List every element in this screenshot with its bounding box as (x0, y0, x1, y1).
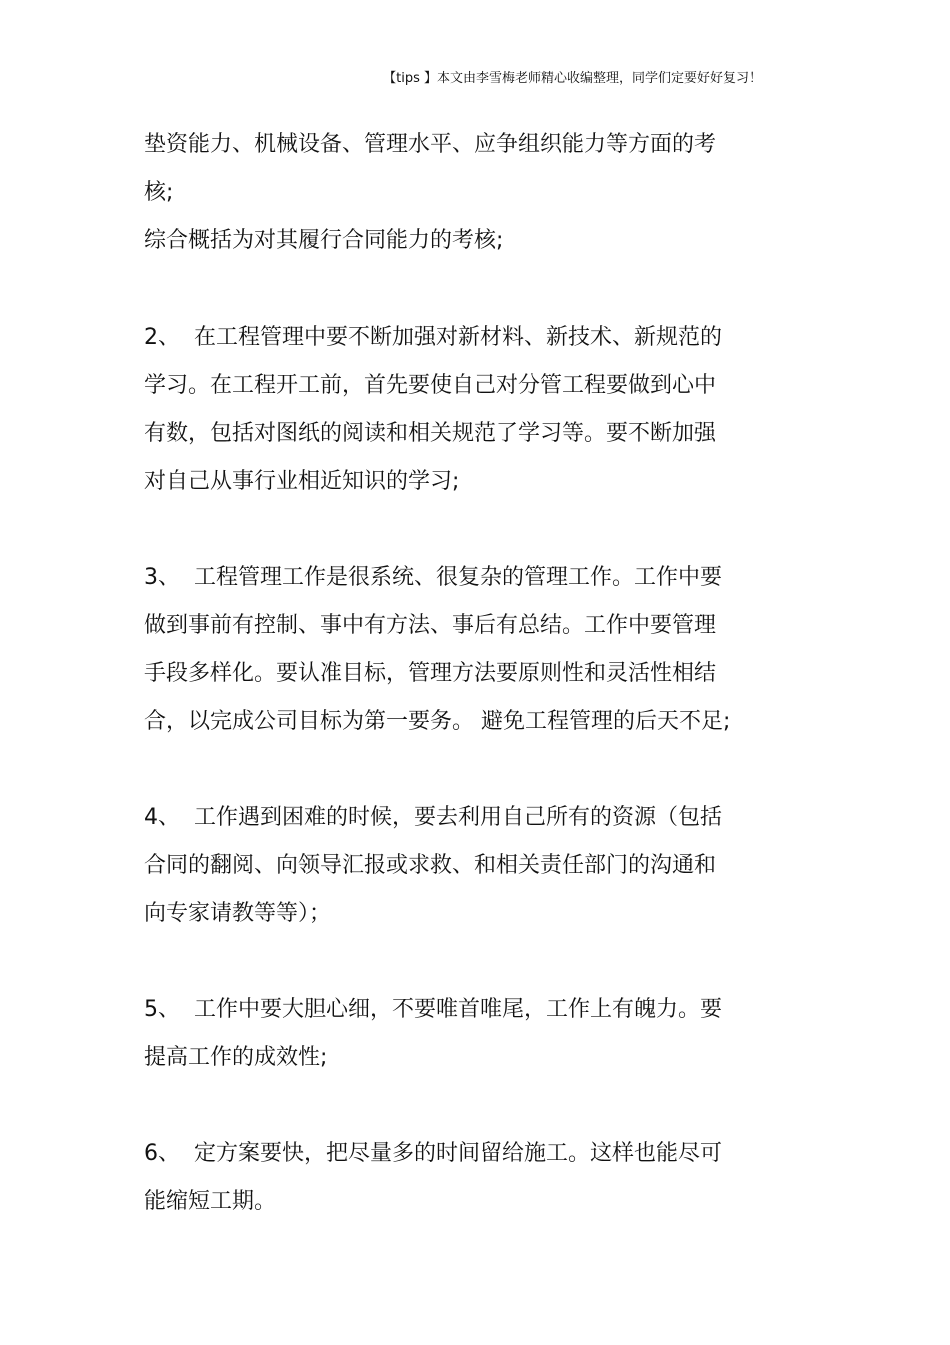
item-4-line-1 (144, 803, 722, 833)
item-number: 6、 (144, 1141, 180, 1166)
item-number: 3、 (144, 565, 180, 590)
item-text: 工程管理工作是很系统、很复杂的管理工作。工作中要 (194, 565, 723, 590)
item-3-line-4: 合，以完成公司目标为第一要务。 避免工程管理的后天不足; (144, 709, 731, 734)
item-3-line-1 (144, 563, 722, 593)
header-tip: 【tips 】本文由李雪梅老师精心收编整理，同学们定要好好复习！ (383, 71, 762, 86)
item-4-line-2: 合同的翻阅、向领导汇报或求救、和相关责任部门的沟通和 (144, 853, 717, 878)
item-6-line-1 (144, 1139, 722, 1169)
item-6-line-2: 能缩短工期。 (144, 1189, 277, 1214)
item-3-line-2: 做到事前有控制、事中有方法、事后有总结。工作中要管理 (144, 613, 717, 638)
intro-line-3: 综合概括为对其履行合同能力的考核; (144, 228, 504, 253)
item-2-line-1 (144, 323, 722, 353)
item-3-line-3: 手段多样化。要认准目标，管理方法要原则性和灵活性相结 (144, 661, 717, 686)
item-2-line-2: 学习。在工程开工前，首先要使自己对分管工程要做到心中 (144, 373, 717, 398)
item-5-line-1 (144, 995, 722, 1025)
item-number: 5、 (144, 997, 180, 1022)
item-number: 4、 (144, 805, 180, 830)
item-number: 2、 (144, 325, 180, 350)
item-text: 在工程管理中要不断加强对新材料、新技术、新规范的 (194, 325, 723, 350)
item-4-line-3: 向专家请教等等）； (144, 901, 332, 926)
item-text: 工作中要大胆心细，不要唯首唯尾，工作上有魄力。要 (194, 997, 723, 1022)
intro-line-2: 核; (144, 180, 174, 205)
item-5-line-2: 提高工作的成效性; (144, 1045, 328, 1070)
item-2-line-4: 对自己从事行业相近知识的学习; (144, 469, 460, 494)
item-text: 工作遇到困难的时候，要去利用自己所有的资源（包括 (194, 805, 723, 830)
item-text: 定方案要快，把尽量多的时间留给施工。这样也能尽可 (194, 1141, 723, 1166)
item-2-line-3: 有数，包括对图纸的阅读和相关规范了学习等。要不断加强 (144, 421, 717, 446)
intro-line-1: 垫资能力、机械设备、管理水平、应争组织能力等方面的考 (144, 132, 717, 157)
